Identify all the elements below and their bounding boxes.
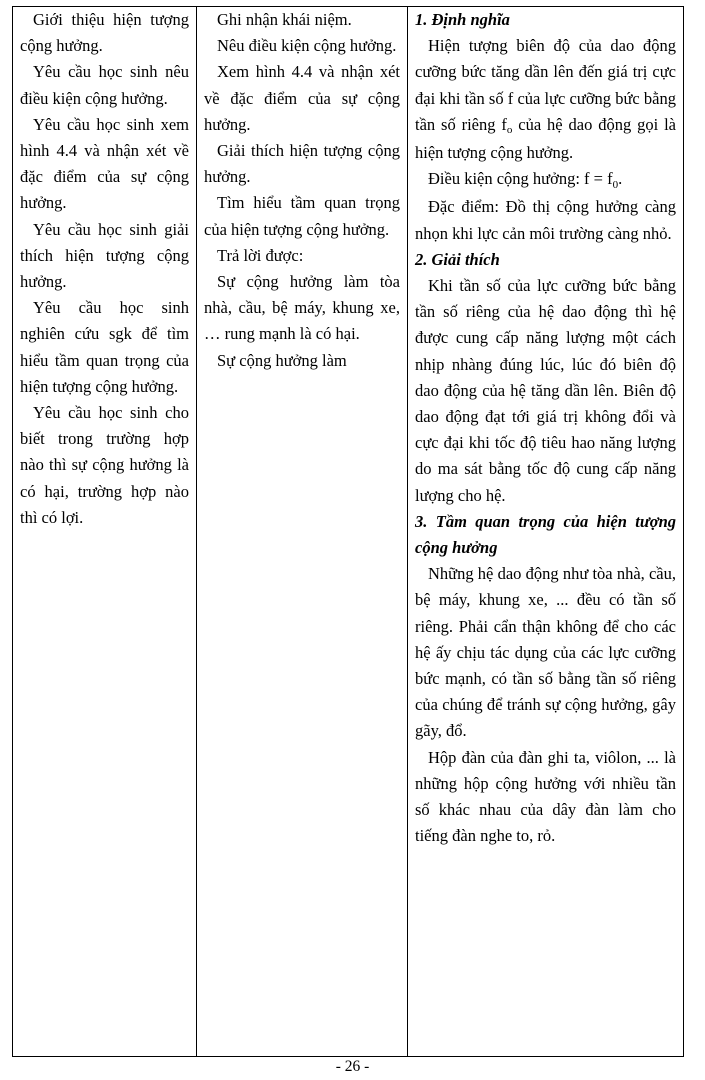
table-cell-student-activity (197, 7, 408, 1057)
lesson-plan-table (12, 6, 684, 1057)
student-activity-paragraph-1: Ghi nhận khái niệm. (217, 10, 352, 29)
definition-text-main: Hiện tượng biên độ của dao động cưỡng bức tăng dần lên đến giá trị cực đại khi tần số f của lực cưỡng bức bằng tần số riêng f (415, 36, 676, 134)
teacher-activity-content (13, 7, 196, 1056)
content-paragraph-explanation: Khi tần số của lực cưỡng bức bằng tần số riêng của hệ dao động thì hệ được cung cấp năng lượng một cách nhịp nhàng đúng lúc, lúc đó biên độ dao động của hệ tăng dần lên. Biên độ dao động đạt tới giá trị không đổi và cực đại khi tốc độ tiêu hao năng lượng do ma sát bằng tốc độ cung cấp năng lượng cho hệ. (415, 276, 676, 505)
condition-text-tail: . (618, 169, 623, 189)
teacher-activity-paragraph-2: Yêu cầu học sinh nêu điều kiện cộng hưởng. (20, 62, 189, 108)
student-activity-paragraph-8: Sự cộng hưởng làm (217, 350, 347, 370)
student-activity-paragraph-3: Xem hình 4.4 và nhận xét về đặc điểm của sự cộng hưởng. (204, 62, 400, 134)
table-cell-teacher-activity (13, 7, 197, 1057)
content-heading-1: 1. Định nghĩa (415, 10, 510, 29)
student-activity-paragraph-6: Trả lời được: (217, 245, 304, 265)
definition-subscript-fo: o (506, 124, 513, 137)
content-heading-2: 2. Giải thích (415, 249, 500, 269)
student-activity-paragraph-4: Giải thích hiện tượng cộng hưởng. (204, 141, 400, 187)
content-heading-3: 3. Tầm quan trọng của hiện tượng cộng hưởng (415, 511, 676, 558)
teacher-activity-paragraph-1: Giới thiệu hiện tượng cộng hưởng. (20, 10, 189, 56)
teacher-activity-paragraph-4: Yêu cầu học sinh giải thích hiện tượng cộng hưởng. (20, 219, 189, 292)
table-row (13, 7, 684, 1057)
student-activity-paragraph-5: Tìm hiểu tầm quan trọng của hiện tượng cộng hưởng. (204, 193, 400, 239)
content-paragraph-importance: Những hệ dao động như tòa nhà, cầu, bệ máy, khung xe, ... đều có tần số riêng. Phải cẩn thận không để cho các hệ ấy chịu tác dụng của các lực cưỡng bức mạnh, có tần số bằng tần số riêng của chúng để tránh sự cộng hưởng, gây gãy, đổ. (415, 564, 676, 741)
student-activity-paragraph-2: Nêu điều kiện cộng hưởng. (217, 36, 397, 56)
content-paragraph-condition (415, 166, 676, 194)
condition-text-main: Điều kiện cộng hưởng: f = f (428, 169, 613, 189)
content-paragraph-definition (415, 33, 676, 166)
content-paragraph-characteristics: Đặc điểm: Đồ thị cộng hưởng càng nhọn khi lực cản môi trường càng nhỏ. (415, 197, 676, 243)
student-activity-content (197, 7, 407, 1056)
teacher-activity-paragraph-3: Yêu cầu học sinh xem hình 4.4 và nhận xét về đặc điểm của sự cộng hưởng. (20, 114, 189, 213)
content-paragraph-instruments: Hộp đàn của đàn ghi ta, viôlon, ... là những hộp cộng hưởng với nhiều tần số khác nhau của dây đàn làm cho tiếng đàn nghe to, rỏ. (415, 747, 676, 846)
page-number-footer: - 26 - (335, 1058, 370, 1075)
student-activity-paragraph-7: Sự cộng hưởng làm tòa nhà, cầu, bệ máy, khung xe, … rung mạnh là có hại. (204, 272, 400, 344)
lesson-content-body (408, 7, 683, 1056)
table-cell-lesson-content (408, 7, 684, 1057)
definition-text-tail: của hệ dao động gọi là hiện tượng cộng hưởng. (415, 114, 676, 163)
teacher-activity-paragraph-6: Yêu cầu học sinh cho biết trong trường hợp nào thì sự cộng hưởng là có hại, trường hợp nào thì có lợi. (20, 403, 189, 527)
teacher-activity-paragraph-5: Yêu cầu học sinh nghiên cứu sgk để tìm hiểu tầm quan trọng của hiện tượng cộng hưởng. (20, 298, 189, 396)
condition-subscript-f0: 0 (612, 178, 619, 191)
